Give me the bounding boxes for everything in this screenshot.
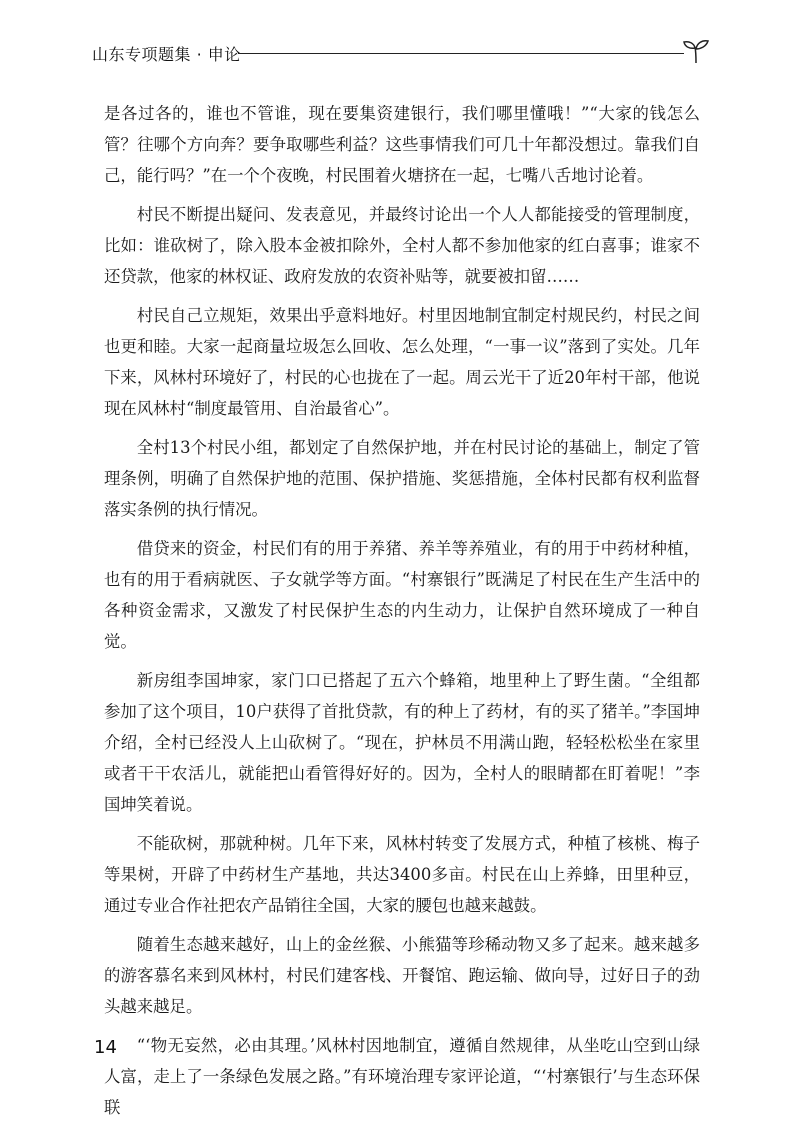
sprout-icon xyxy=(682,38,710,64)
paragraph: 借贷来的资金，村民们有的用于养猪、养羊等养殖业，有的用于中药材种植，也有的用于看病就医、子女就学等方面。“村寨银行”既满足了村民在生产生活中的各种资金需求，又激发了村民保护生态的内生动力，让保护自然环境成了一种自觉。 xyxy=(104,539,700,651)
paragraph: 全村13个村民小组，都划定了自然保护地，并在村民讨论的基础上，制定了管理条例，明确了自然保护地的范围、保护措施、奖惩措施，全体村民都有权利监督落实条例的执行情况。 xyxy=(104,438,700,519)
header-rule xyxy=(238,53,684,54)
paragraph: 村民不断提出疑问、发表意见，并最终讨论出一个人人都能接受的管理制度，比如：谁砍树了，除入股本金被扣除外，全村人都不参加他家的红白喜事；谁家不还贷款，他家的林权证、政府发放的农资补贴等，就要被扣留…… xyxy=(104,205,700,286)
paragraph: 是各过各的，谁也不管谁，现在要集资建银行，我们哪里懂哦！”“大家的钱怎么管？往哪个方向奔？要争取哪些利益？这些事情我们可几十年都没想过。靠我们自己，能行吗？”在一个个夜晚，村民围着火塘挤在一起，七嘴八舌地讨论着。 xyxy=(104,104,700,185)
running-title: 山东专项题集 · 申论 xyxy=(92,45,241,64)
paragraph: 随着生态越来越好，山上的金丝猴、小熊猫等珍稀动物又多了起来。越来越多的游客慕名来到风林村，村民们建客栈、开餐馆、跑运输、做向导，过好日子的劲头越来越足。 xyxy=(104,935,700,1016)
paragraph: 不能砍树，那就种树。几年下来，风林村转变了发展方式，种植了核桃、梅子等果树，开辟了中药材生产基地，共达3400多亩。村民在山上养蜂，田里种豆，通过专业合作社把农产品销往全国，大家的腰包也越来越鼓。 xyxy=(104,834,700,915)
page-header xyxy=(92,38,710,68)
page-number: 14 xyxy=(94,1037,117,1058)
article-body xyxy=(104,98,700,1131)
paragraph: 村民自己立规矩，效果出乎意料地好。村里因地制宜制定村规民约，村民之间也更和睦。大家一起商量垃圾怎么回收、怎么处理，“一事一议”落到了实处。几年下来，风林村环境好了，村民的心也拢在了一起。周云光干了近20年村干部，他说现在风林村“制度最管用、自治最省心”。 xyxy=(104,306,700,418)
paragraph: 新房组李国坤家，家门口已搭起了五六个蜂箱，地里种上了野生菌。“全组都参加了这个项目，10户获得了首批贷款，有的种上了药材，有的买了猪羊。”李国坤介绍，全村已经没人上山砍树了。“现在，护林员不用满山跑，轻轻松松坐在家里或者干干农活儿，就能把山看管得好好的。因为，全村人的眼睛都在盯着呢！”李国坤笑着说。 xyxy=(104,671,700,814)
paragraph: “‘物无妄然，必由其理。’风林村因地制宜，遵循自然规律，从坐吃山空到山绿人富，走上了一条绿色发展之路。”有环境治理专家评论道，“‘村寨银行’与生态环保联 xyxy=(104,1036,700,1117)
